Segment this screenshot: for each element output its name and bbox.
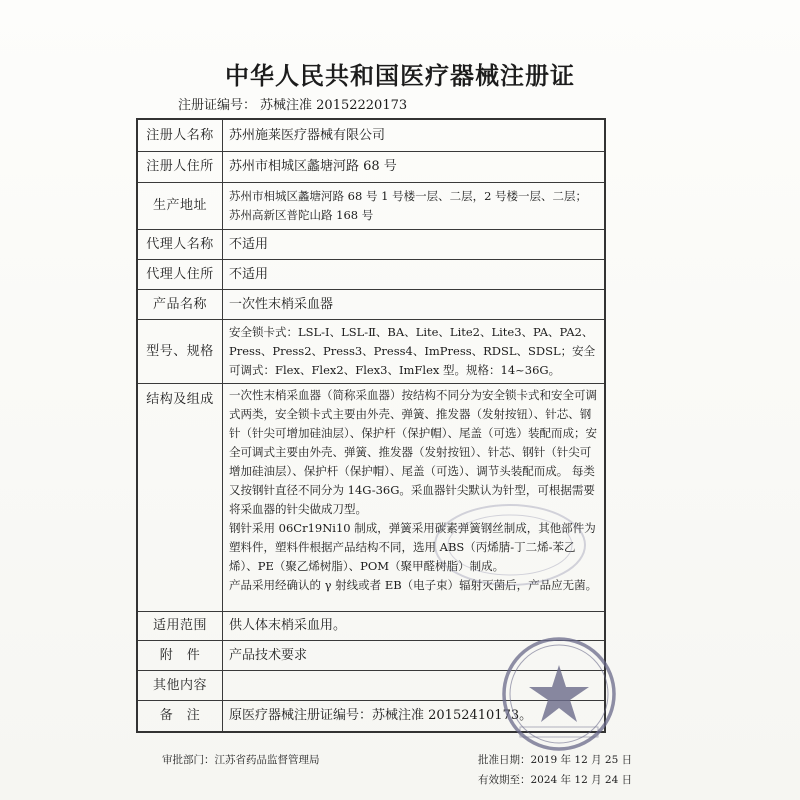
faint-seal-watermark bbox=[430, 500, 590, 590]
structure-paragraph: 钢针采用 06Cr19Ni10 制成，弹簧采用碳素弹簧钢丝制成，其他部件为塑料件，塑料件根据产品结构不同，选用 ABS（丙烯腈-丁二烯-苯乙烯）、PE（聚乙烯树脂）、POM（聚甲醛树脂）制成。 bbox=[229, 520, 596, 573]
model-label: 型号、规格 bbox=[137, 319, 223, 383]
registration-number-label: 注册证编号： bbox=[178, 98, 257, 113]
valid-until-date: 有效期至：2024 年 12 月 24 日 bbox=[478, 774, 633, 786]
registrant-label: 注册人名称 bbox=[137, 119, 223, 151]
table-row bbox=[137, 229, 605, 259]
production-address-label: 生产地址 bbox=[137, 182, 223, 229]
remarks-label: 备 注 bbox=[137, 700, 223, 732]
approval-date: 批准日期：2019 年 12 月 25 日 bbox=[478, 754, 633, 766]
product-name-value: 一次性末梢采血器 bbox=[223, 289, 606, 319]
other-label: 其他内容 bbox=[137, 670, 223, 700]
agent-name-value: 不适用 bbox=[223, 229, 606, 259]
table-row bbox=[137, 182, 605, 229]
registrant-address-label: 注册人住所 bbox=[137, 151, 223, 182]
table-row bbox=[137, 319, 605, 383]
model-value: 安全锁卡式：LSL-Ⅰ、LSL-Ⅱ、BA、Lite、Lite2、Lite3、PA、PA2、Press、Press2、Press3、Press4、ImPress、RDSL、SDSL；安全可调式：Flex、Flex2、Flex3、ImFlex 型。规格：14~36G。 bbox=[223, 319, 606, 383]
agent-name-label: 代理人名称 bbox=[137, 229, 223, 259]
scope-value: 供人体末梢采血用。 bbox=[223, 611, 606, 640]
table-row bbox=[137, 289, 605, 319]
registrant-value: 苏州施莱医疗器械有限公司 bbox=[223, 119, 606, 151]
production-address-line: 苏州高新区普陀山路 168 号 bbox=[229, 207, 374, 222]
attachment-label: 附 件 bbox=[137, 640, 223, 670]
product-name-label: 产品名称 bbox=[137, 289, 223, 319]
registration-number-value: 苏械注准 20152220173 bbox=[260, 98, 408, 113]
production-address-value bbox=[223, 182, 606, 229]
production-address-line: 苏州市相城区蠡塘河路 68 号 1 号楼一层、二层，2 号楼一层、二层； bbox=[229, 188, 588, 203]
agent-address-label: 代理人住所 bbox=[137, 259, 223, 289]
scope-label: 适用范围 bbox=[137, 611, 223, 640]
registration-number bbox=[178, 94, 407, 113]
attachment-value: 产品技术要求 bbox=[223, 640, 606, 670]
document-title: 中华人民共和国医疗器械注册证 bbox=[225, 62, 575, 90]
official-seal-icon bbox=[500, 635, 618, 753]
remarks-value: 原医疗器械注册证编号：苏械注准 20152410173。 bbox=[223, 700, 606, 732]
registrant-address-value: 苏州市相城区蠡塘河路 68 号 bbox=[223, 151, 606, 182]
table-row bbox=[137, 151, 605, 182]
approval-department: 审批部门：江苏省药品监督管理局 bbox=[162, 754, 320, 766]
structure-label: 结构及组成 bbox=[137, 383, 223, 611]
structure-paragraph: 一次性末梢采血器（简称采血器）按结构不同分为安全锁卡式和安全可调式两类，安全锁卡式主要由外壳、弹簧、推发器（发射按钮）、针芯、钢针（针尖可增加硅油层）、保护杆（保护帽）、尾盖（可选）装配而成；安全可调式主要由外壳、弹簧、推发器（发射按钮）、针芯、钢针（针尖可增加硅油层）、保护杆（保护帽）、尾盖（可选）、调节头装配而成。 每类又按钢针直径不同分为 14G-36G。采血器针尖默认为针型，可根据需要将采血器的针尖做成刀型。 bbox=[229, 387, 597, 516]
table-row bbox=[137, 259, 605, 289]
structure-paragraph: 产品采用经确认的 γ 射线或者 EB（电子束）辐射灭菌后，产品应无菌。 bbox=[229, 577, 598, 592]
agent-address-value: 不适用 bbox=[223, 259, 606, 289]
table-row bbox=[137, 119, 605, 151]
